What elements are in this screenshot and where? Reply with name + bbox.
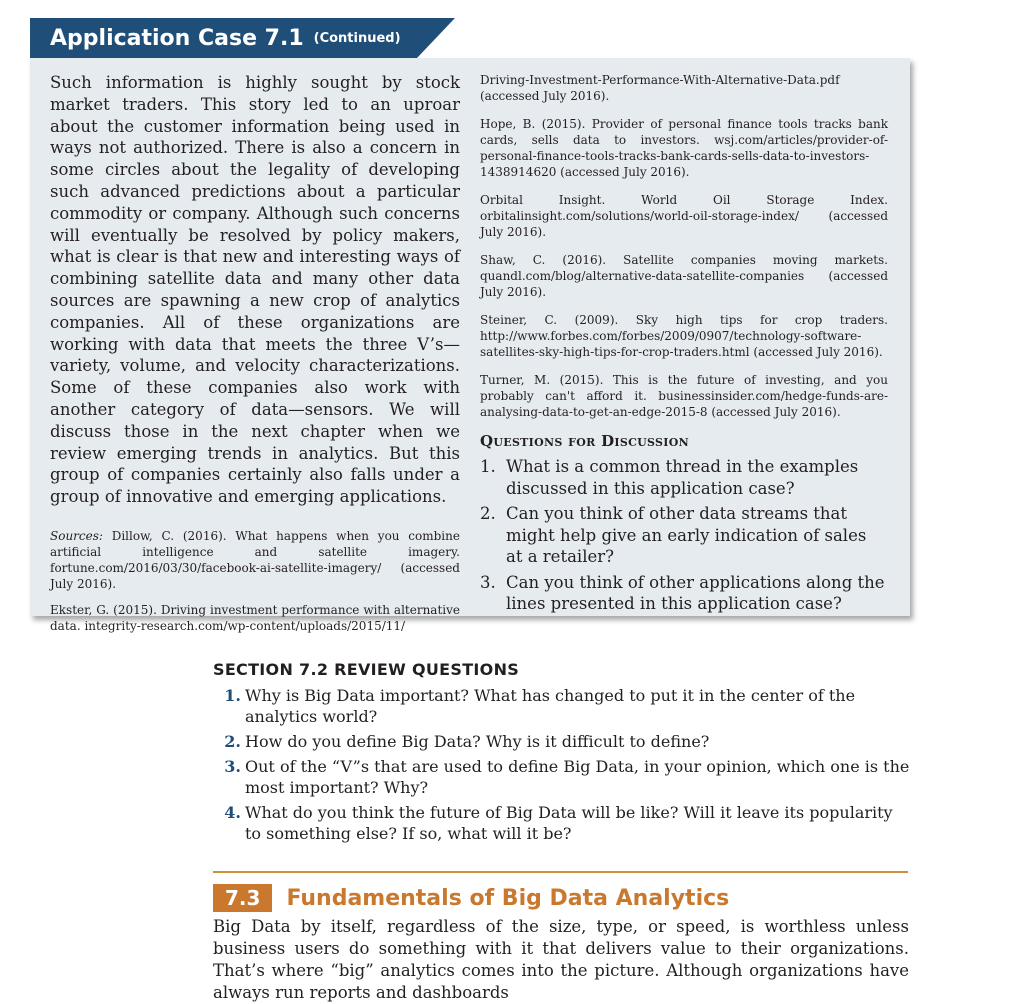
- case-right-column: [480, 72, 888, 619]
- questions-heading: Questions for Discussion: [480, 432, 689, 450]
- list-item: [480, 503, 888, 568]
- question-text: Can you think of other data streams that might help give an early indication of sales at a retailer?: [506, 504, 867, 566]
- case-left-column: [50, 72, 460, 644]
- list-item: [213, 685, 913, 727]
- question-text: What do you think the future of Big Data will be like? Will it leave its popularity to something else? If so, what will it be?: [245, 803, 893, 843]
- banner-title: Application Case 7.1: [50, 25, 304, 51]
- question-text: Why is Big Data important? What has changed to put it in the center of the analytics world?: [245, 686, 856, 726]
- reference-item: Hope, B. (2015). Provider of personal finance tools tracks bank cards, sells data to investors. wsj.com/articles/provider-of-personal-finance-tools-tracks-bank-cards-sells-data-to-investors-1438914620 (accessed July 2016).: [480, 117, 888, 179]
- list-item: [480, 456, 888, 499]
- banner-continued: (Continued): [313, 30, 401, 46]
- list-item: [213, 731, 913, 752]
- case-paragraph: Such information is highly sought by stock market traders. This story led to an uproar about the customer information being used in ways not authorized. There is also a concern in some circles about the legality of developing such advanced predictions about a particular commodity or company. Although such concerns will eventually be resolved by policy makers, what is clear is that new and interesting ways of combining satellite data and many other data sources are spawning a new crop of analytics companies. All of these organizations are working with data that meets the three V’s—variety, volume, and velocity characterizations. Some of these companies also work with another category of data—sensors. We will discuss those in the next chapter when we review emerging trends in analytics. But this group of companies certainly also falls under a group of innovative and emerging applications.: [50, 73, 460, 507]
- question-text: Out of the “V”s that are used to define Big Data, in your opinion, which one is the most important? Why?: [245, 757, 910, 797]
- source-item: [50, 528, 460, 592]
- question-text: Can you think of other applications along the lines presented in this application case?: [506, 572, 885, 613]
- list-item: [480, 572, 888, 615]
- reference-item: Turner, M. (2015). This is the future of investing, and you probably can't afford it. businessinsider.com/hedge-funds-are-analysing-data-to-get-an-edge-2015-8 (accessed July 2016).: [480, 373, 888, 419]
- question-number: 4.: [224, 803, 241, 822]
- source-item: Ekster, G. (2015). Driving investment performance with alternative data. integrity-research.com/wp-content/uploads/2015/11/: [50, 602, 460, 633]
- discussion-questions: [480, 456, 888, 615]
- section-body-text: Big Data by itself, regardless of the size, type, or speed, is worthless unless business users do something with it that delivers value to their organizations. That’s where “big” analytics comes into the picture. Although organizations have always run reports and dashboards: [213, 917, 909, 1002]
- reference-item: Steiner, C. (2009). Sky high tips for crop traders. http://www.forbes.com/forbes/2009/0907/technology-software-satellites-sky-high-tips-for-crop-traders.html (accessed July 2016).: [480, 313, 888, 359]
- section-number: 7.3: [213, 884, 272, 912]
- source-text: Dillow, C. (2016). What happens when you combine artificial intelligence and satellite imagery. fortune.com/2016/03/30/facebook-ai-satellite-imagery/ (accessed July 2016).: [50, 528, 460, 591]
- review-questions-list: [213, 685, 913, 844]
- question-number: 3.: [480, 572, 496, 592]
- banner-label: [30, 18, 417, 58]
- sources-label: Sources:: [50, 528, 103, 543]
- review-title: SECTION 7.2 REVIEW QUESTIONS: [213, 660, 520, 679]
- question-text: What is a common thread in the examples discussed in this application case?: [506, 457, 859, 498]
- section-title: Fundamentals of Big Data Analytics: [286, 885, 730, 911]
- list-item: [213, 802, 913, 844]
- references-list: [480, 72, 888, 420]
- banner-arrow-tip: [417, 18, 455, 58]
- question-number: 2.: [480, 504, 496, 523]
- question-number: 2.: [224, 732, 241, 751]
- question-number: 1.: [480, 457, 496, 476]
- review-questions-section: [213, 660, 913, 848]
- question-text: How do you define Big Data? Why is it difficult to define?: [245, 732, 710, 751]
- question-number: 1.: [224, 686, 241, 705]
- application-case-banner: [30, 18, 455, 58]
- question-number: 3.: [224, 757, 241, 776]
- list-item: [213, 756, 913, 798]
- section-divider: [213, 871, 908, 873]
- section-heading: [213, 884, 729, 912]
- reference-item: Orbital Insight. World Oil Storage Index. orbitalinsight.com/solutions/world-oil-storage-index/ (accessed July 2016).: [480, 193, 888, 239]
- reference-item: Driving-Investment-Performance-With-Alternative-Data.pdf (accessed July 2016).: [480, 73, 840, 103]
- sources-block: [50, 528, 460, 634]
- reference-item: Shaw, C. (2016). Satellite companies moving markets. quandl.com/blog/alternative-data-satellite-companies (accessed July 2016).: [480, 253, 888, 299]
